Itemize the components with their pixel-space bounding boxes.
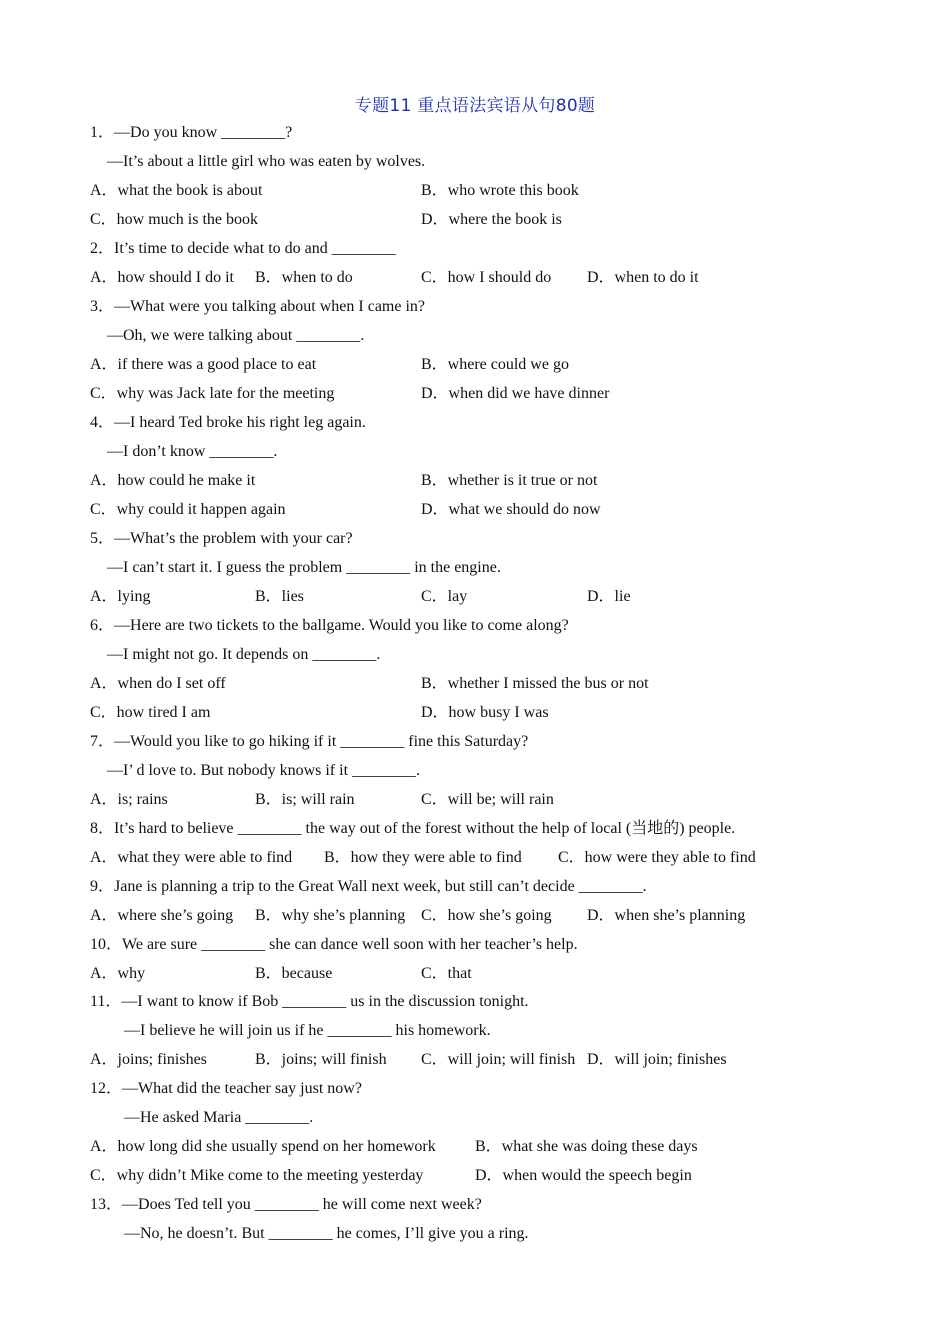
question-9-stem: 9．Jane is planning a trip to the Great Wall next week, but still can’t decide ________. — [90, 878, 647, 895]
question-2-option-a: A．how should I do it — [90, 269, 235, 286]
question-10-option-a: A．why — [90, 965, 146, 982]
question-2-option-c: C．how I should do — [421, 269, 552, 286]
question-1-stem: 1．—Do you know ________? — [90, 124, 293, 141]
question-7-option-b: B．is; will rain — [255, 791, 355, 808]
question-13-stem: 13．—Does Ted tell you ________ he will come next week? — [90, 1196, 482, 1213]
question-4-option-d: D．what we should do now — [421, 501, 601, 518]
question-3-reply: —Oh, we were talking about ________. — [107, 327, 365, 344]
question-2-stem: 2．It’s time to decide what to do and ________ — [90, 240, 396, 257]
question-12-stem: 12．—What did the teacher say just now? — [90, 1080, 362, 1097]
question-5-option-a: A．lying — [90, 588, 151, 605]
question-7-option-c: C．will be; will rain — [421, 791, 554, 808]
question-6-option-b: B．whether I missed the bus or not — [421, 675, 649, 692]
question-10-option-c: C．that — [421, 965, 472, 982]
question-5-option-d: D．lie — [587, 588, 631, 605]
question-1-option-c: C．how much is the book — [90, 211, 258, 228]
question-12-reply: —He asked Maria ________. — [124, 1109, 314, 1126]
question-12-option-b: B．what she was doing these days — [475, 1138, 698, 1155]
question-8-option-b: B．how they were able to find — [324, 849, 522, 866]
question-1-option-a: A．what the book is about — [90, 182, 263, 199]
question-11-option-a: A．joins; finishes — [90, 1051, 207, 1068]
question-4-option-c: C．why could it happen again — [90, 501, 286, 518]
question-11-option-b: B．joins; will finish — [255, 1051, 387, 1068]
question-1-reply: —It’s about a little girl who was eaten by wolves. — [107, 153, 426, 170]
question-11-option-c: C．will join; will finish — [421, 1051, 576, 1068]
question-4-stem: 4．—I heard Ted broke his right leg again. — [90, 414, 366, 431]
question-7-option-a: A．is; rains — [90, 791, 168, 808]
question-5-option-c: C．lay — [421, 588, 468, 605]
question-8-stem: 8．It’s hard to believe ________ the way out of the forest without the help of local (当地的) people. — [90, 820, 736, 837]
question-7-stem: 7．—Would you like to go hiking if it ________ fine this Saturday? — [90, 733, 529, 750]
question-12-option-d: D．when would the speech begin — [475, 1167, 692, 1184]
question-8-option-c: C．how were they able to find — [558, 849, 756, 866]
question-5-stem: 5．—What’s the problem with your car? — [90, 530, 353, 547]
question-6-option-d: D．how busy I was — [421, 704, 549, 721]
question-8-option-a: A．what they were able to find — [90, 849, 293, 866]
question-3-stem: 3．—What were you talking about when I came in? — [90, 298, 426, 315]
question-3-option-c: C．why was Jack late for the meeting — [90, 385, 335, 402]
question-3-option-d: D．when did we have dinner — [421, 385, 610, 402]
worksheet-title: 专题11 重点语法宾语从句80题 — [354, 96, 596, 116]
question-1-option-d: D．where the book is — [421, 211, 562, 228]
question-6-option-c: C．how tired I am — [90, 704, 211, 721]
question-9-option-c: C．how she’s going — [421, 907, 552, 924]
question-5-option-b: B．lies — [255, 588, 304, 605]
question-1-option-b: B．who wrote this book — [421, 182, 579, 199]
question-6-stem: 6．—Here are two tickets to the ballgame. Would you like to come along? — [90, 617, 569, 634]
question-4-option-b: B．whether is it true or not — [421, 472, 598, 489]
question-12-option-a: A．how long did she usually spend on her homework — [90, 1138, 436, 1155]
question-10-stem: 10．We are sure ________ she can dance well soon with her teacher’s help. — [90, 936, 578, 953]
question-9-option-d: D．when she’s planning — [587, 907, 746, 924]
question-7-reply: —I’ d love to. But nobody knows if it ________. — [107, 762, 421, 779]
question-4-option-a: A．how could he make it — [90, 472, 256, 489]
question-12-option-c: C．why didn’t Mike come to the meeting yesterday — [90, 1167, 424, 1184]
question-3-option-b: B．where could we go — [421, 356, 569, 373]
question-11-option-d: D．will join; finishes — [587, 1051, 727, 1068]
question-11-stem: 11．—I want to know if Bob ________ us in the discussion tonight. — [90, 993, 529, 1010]
question-2-option-d: D．when to do it — [587, 269, 699, 286]
question-3-option-a: A．if there was a good place to eat — [90, 356, 317, 373]
question-13-reply: —No, he doesn’t. But ________ he comes, I’ll give you a ring. — [124, 1225, 529, 1242]
question-6-option-a: A．when do I set off — [90, 675, 226, 692]
question-5-reply: —I can’t start it. I guess the problem ________ in the engine. — [107, 559, 501, 576]
question-9-option-b: B．why she’s planning — [255, 907, 406, 924]
question-9-option-a: A．where she’s going — [90, 907, 234, 924]
question-6-reply: —I might not go. It depends on ________. — [107, 646, 381, 663]
question-11-reply: —I believe he will join us if he ________ his homework. — [124, 1022, 491, 1039]
question-4-reply: —I don’t know ________. — [107, 443, 278, 460]
question-2-option-b: B．when to do — [255, 269, 353, 286]
question-10-option-b: B．because — [255, 965, 333, 982]
